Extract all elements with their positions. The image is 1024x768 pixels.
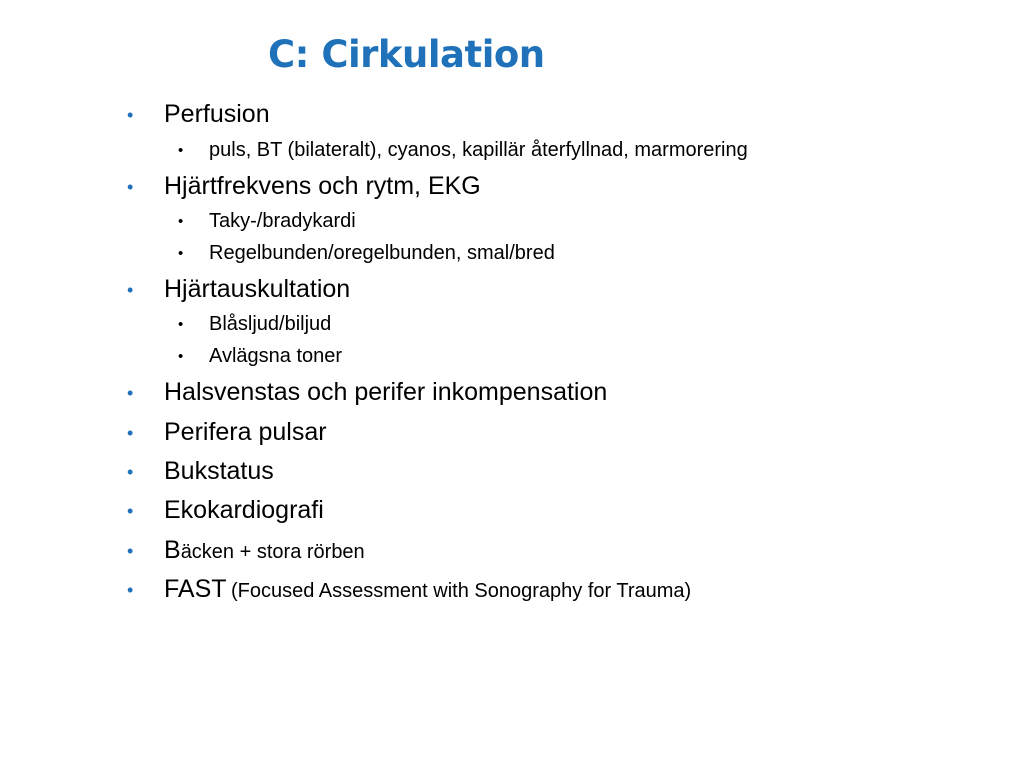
bullet-item: [127, 574, 692, 606]
bullet-dot-icon: •: [178, 213, 184, 230]
sub-bullet-item: [178, 344, 343, 368]
sub-bullet-item: [178, 138, 748, 162]
sub-bullet-text: Blåsljud/biljud: [209, 313, 332, 335]
bullet-dot-icon: •: [127, 462, 134, 482]
bullet-text: Hjärtfrekvens och rytm, EKG: [164, 172, 481, 200]
bullet-dot-icon: •: [178, 348, 184, 365]
bullet-dot-icon: •: [127, 580, 134, 600]
bullet-text: Halsvenstas och perifer inkompensation: [164, 378, 608, 406]
bullet-item: [127, 274, 351, 304]
bullet-dot-icon: •: [127, 105, 134, 125]
bullet-text-small: (Focused Assessment with Sonography for Trauma): [230, 580, 692, 602]
bullet-text-small: äcken + stora rörben: [180, 541, 365, 563]
bullet-item: [127, 456, 274, 486]
bullet-item: [127, 535, 365, 567]
bullet-dot-icon: •: [127, 423, 134, 443]
bullet-dot-icon: •: [127, 177, 134, 197]
sub-bullet-text: Taky-/bradykardi: [209, 210, 356, 232]
sub-bullet-text: puls, BT (bilateralt), cyanos, kapillär återfyllnad, marmorering: [209, 139, 748, 161]
sub-bullet-item: [178, 312, 332, 336]
slide-title: C: Cirkulation: [268, 33, 545, 76]
bullet-dot-icon: •: [127, 541, 134, 561]
bullet-item: [127, 417, 327, 447]
bullet-item: [127, 377, 608, 407]
bullet-item: [127, 171, 481, 201]
bullet-dot-icon: •: [127, 501, 134, 521]
bullet-text: Perifera pulsar: [164, 418, 327, 446]
bullet-dot-icon: •: [178, 316, 184, 333]
bullet-dot-icon: •: [178, 142, 184, 159]
sub-bullet-text: Avlägsna toner: [209, 345, 343, 367]
sub-bullet-item: [178, 241, 555, 265]
sub-bullet-item: [178, 209, 356, 233]
bullet-text: Perfusion: [164, 100, 270, 128]
bullet-text: Hjärtauskultation: [164, 275, 351, 303]
bullet-item: [127, 99, 270, 129]
bullet-text: Bukstatus: [164, 457, 274, 485]
sub-bullet-text: Regelbunden/oregelbunden, smal/bred: [209, 242, 555, 264]
bullet-text-large: B: [164, 536, 181, 564]
bullet-dot-icon: •: [127, 383, 134, 403]
bullet-item: [127, 495, 324, 525]
bullet-dot-icon: •: [178, 245, 184, 262]
bullet-text: Ekokardiografi: [164, 496, 324, 524]
bullet-text-large: FAST: [164, 575, 227, 603]
bullet-dot-icon: •: [127, 280, 134, 300]
